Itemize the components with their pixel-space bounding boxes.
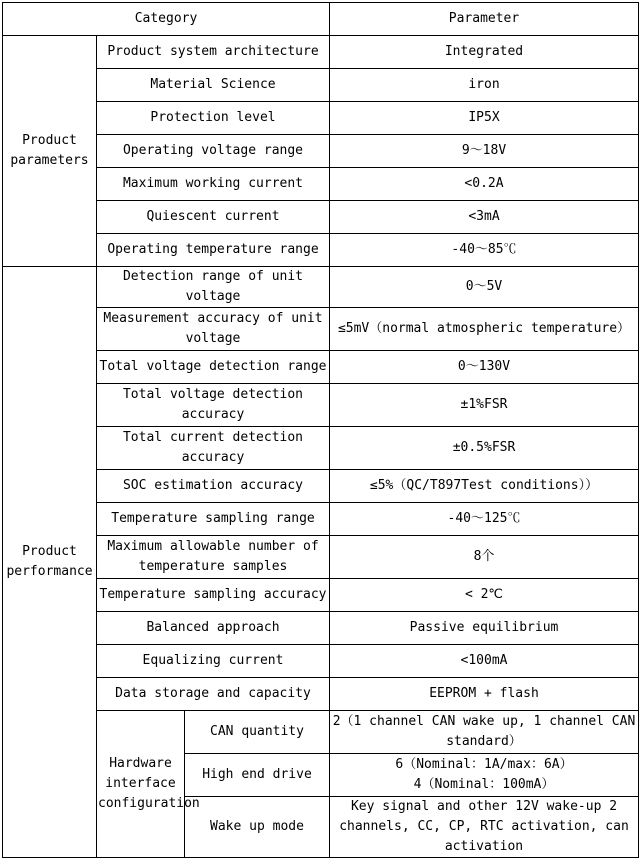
header-row — [3, 3, 639, 36]
table-row — [3, 384, 639, 427]
row-name: Operating voltage range — [97, 135, 330, 168]
row-name: Quiescent current — [97, 201, 330, 234]
table-row — [3, 201, 639, 234]
row-name: Total voltage detection accuracy — [97, 384, 330, 427]
row-value: 0～5V — [330, 267, 639, 308]
hardware-interface-label: Hardware interface configuration — [97, 711, 185, 858]
table-row — [3, 678, 639, 711]
table-row — [3, 234, 639, 267]
row-value: < 2℃ — [330, 579, 639, 612]
row-value: ≤5%（QC/T897Test conditions）） — [330, 470, 639, 503]
row-value: IP5X — [330, 102, 639, 135]
section-label-product-parameters: Product parameters — [3, 36, 97, 267]
table-row — [3, 308, 639, 351]
table-row — [3, 470, 639, 503]
section-label-product-performance: Product performance — [3, 267, 97, 858]
table-row — [3, 267, 639, 308]
row-name: Equalizing current — [97, 645, 330, 678]
row-name: Wake up mode — [185, 797, 330, 858]
row-name: Measurement accuracy of unit voltage — [97, 308, 330, 351]
row-value: Key signal and other 12V wake-up 2 channels, CC, CP, RTC activation, can activation — [330, 797, 639, 858]
table-row — [3, 135, 639, 168]
spec-table — [2, 2, 639, 858]
row-value-line: 4（Nominal：100mA） — [413, 777, 555, 792]
row-value: ±1%FSR — [330, 384, 639, 427]
header-category: Category — [3, 3, 330, 36]
row-value: EEPROM + flash — [330, 678, 639, 711]
row-name: Balanced approach — [97, 612, 330, 645]
row-value: 2（1 channel CAN wake up, 1 channel CAN standard） — [330, 711, 639, 754]
row-name: High end drive — [185, 754, 330, 797]
row-name: Data storage and capacity — [97, 678, 330, 711]
table-row — [3, 711, 639, 754]
row-name: Total voltage detection range — [97, 351, 330, 384]
table-row — [3, 168, 639, 201]
row-value: Integrated — [330, 36, 639, 69]
table-row — [3, 645, 639, 678]
row-name: Temperature sampling accuracy — [97, 579, 330, 612]
row-name: Maximum allowable number of temperature samples — [97, 536, 330, 579]
table-row — [3, 612, 639, 645]
row-value: 9～18V — [330, 135, 639, 168]
row-name: Temperature sampling range — [97, 503, 330, 536]
header-parameter: Parameter — [330, 3, 639, 36]
row-name: CAN quantity — [185, 711, 330, 754]
table-row — [3, 503, 639, 536]
row-name: Protection level — [97, 102, 330, 135]
table-row — [3, 69, 639, 102]
table-row — [3, 427, 639, 470]
row-value — [330, 754, 639, 797]
row-name: Maximum working current — [97, 168, 330, 201]
row-value: iron — [330, 69, 639, 102]
row-value: <100mA — [330, 645, 639, 678]
row-name: Total current detection accuracy — [97, 427, 330, 470]
row-value: <0.2A — [330, 168, 639, 201]
row-value: 0～130V — [330, 351, 639, 384]
row-value: ≤5mV（normal atmospheric temperature） — [330, 308, 639, 351]
table-row — [3, 579, 639, 612]
row-name: Detection range of unit voltage — [97, 267, 330, 308]
row-value: <3mA — [330, 201, 639, 234]
table-row — [3, 536, 639, 579]
row-name: SOC estimation accuracy — [97, 470, 330, 503]
table-row — [3, 102, 639, 135]
table-row — [3, 351, 639, 384]
row-name: Operating temperature range — [97, 234, 330, 267]
row-value: Passive equilibrium — [330, 612, 639, 645]
table-row — [3, 36, 639, 69]
row-value: 8个 — [330, 536, 639, 579]
row-name: Product system architecture — [97, 36, 330, 69]
row-value: -40～125℃ — [330, 503, 639, 536]
row-name: Material Science — [97, 69, 330, 102]
row-value-line: 6（Nominal：1A/max：6A） — [395, 757, 573, 772]
row-value: ±0.5%FSR — [330, 427, 639, 470]
row-value: -40～85℃ — [330, 234, 639, 267]
